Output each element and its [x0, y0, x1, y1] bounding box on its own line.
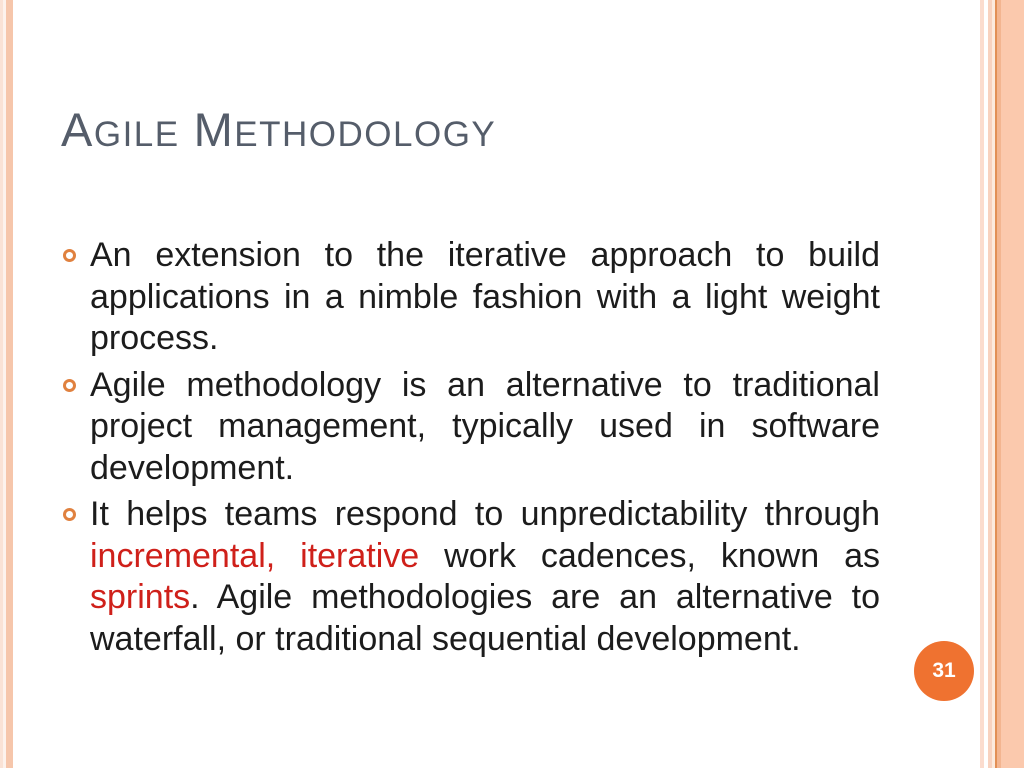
text-segment: waterfall, or traditional sequential development. — [90, 619, 801, 658]
bullet-3-line-3 — [90, 577, 880, 619]
text-segment: process. — [90, 319, 219, 357]
text-segment: project management, typically used in software — [90, 407, 880, 445]
page-number: 31 — [932, 659, 956, 682]
bullet-1-line-3 — [90, 318, 880, 360]
left-border-stripe-main — [6, 0, 13, 768]
bullet-2-line-2 — [90, 406, 880, 448]
bullet-2-line-3 — [90, 448, 880, 490]
right-border-stripe-thin — [980, 0, 984, 768]
bullet-circle-icon — [63, 508, 76, 521]
bullet-item-2 — [62, 365, 880, 490]
title-word2-rest: ETHODOLOGY — [234, 115, 497, 154]
bullet-1-line-2 — [90, 277, 880, 319]
highlighted-text-segment: sprints — [90, 578, 191, 616]
text-segment: . Agile methodologies are an alternative to — [190, 578, 880, 616]
right-border-band — [1001, 0, 1024, 768]
bullet-2-line-1 — [90, 365, 880, 407]
title-word1-initial: A — [61, 103, 94, 156]
bullet-3-line-4 — [90, 619, 880, 661]
bullet-3-line-1 — [90, 494, 880, 536]
text-segment: applications in a nimble fashion with a light weight — [90, 277, 880, 316]
bullet-1-line-1 — [90, 235, 880, 277]
bullet-circle-icon — [63, 379, 76, 392]
bullet-item-1 — [62, 235, 880, 360]
highlighted-text-segment: incremental, iterative — [90, 536, 420, 575]
slide-body — [62, 235, 880, 665]
text-segment: It helps teams respond to unpredictability through — [90, 495, 880, 533]
bullet-3-line-2 — [90, 536, 880, 578]
text-segment: Agile methodology is an alternative to traditional — [90, 365, 880, 404]
text-segment: work cadences, known as — [419, 536, 880, 575]
bullet-circle-icon — [63, 249, 76, 262]
bullet-item-3 — [62, 494, 880, 660]
slide-title — [61, 103, 497, 156]
title-word2-initial: M — [193, 103, 235, 156]
text-segment: An extension to the iterative approach to build — [90, 236, 880, 274]
text-segment: development. — [90, 448, 295, 487]
title-word1-rest: GILE — [93, 115, 180, 154]
page-number-badge — [914, 641, 974, 701]
